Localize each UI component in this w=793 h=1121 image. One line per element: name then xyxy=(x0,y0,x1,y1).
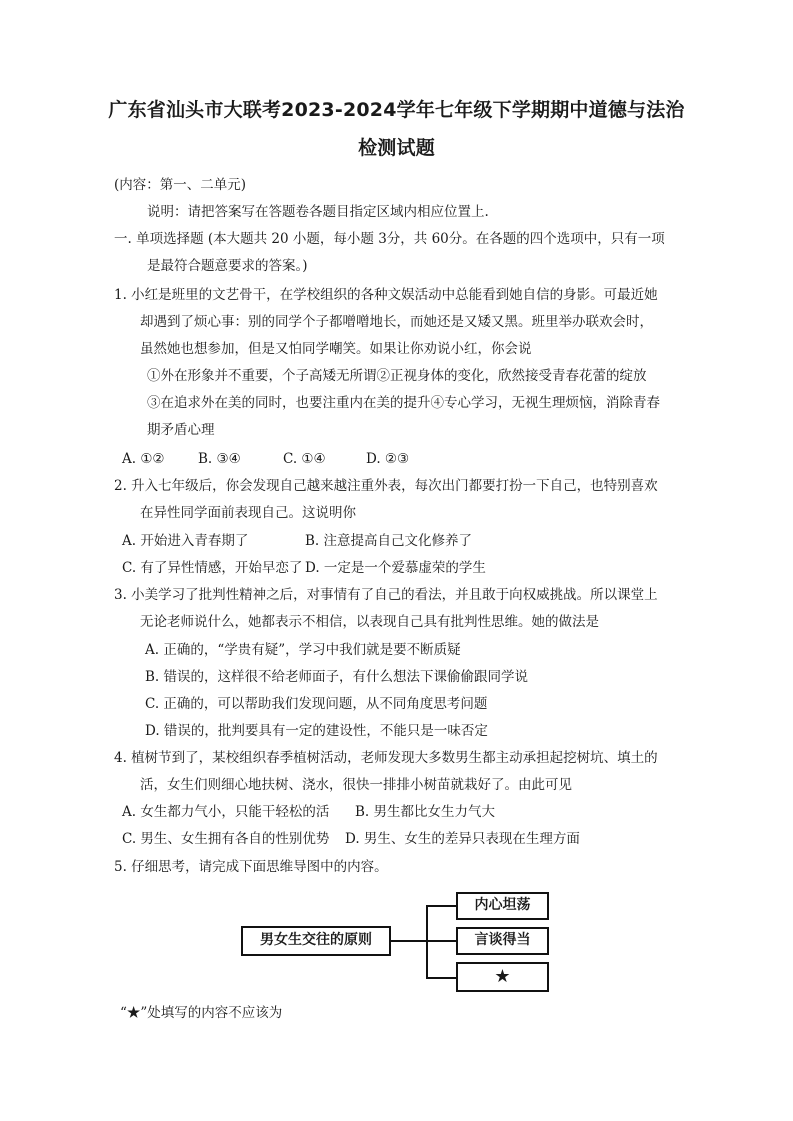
section-heading: 一. 单项选择题 (本大题共 20 小题，每小题 3分，共 60分。在各题的四个选项中，只有一项 xyxy=(114,231,665,247)
page-title-line1: 广东省汕头市大联考2023-2024学年七年级下学期期中道德与法治 xyxy=(108,99,685,121)
q4-option-b: B. 男生都比女生力气大 xyxy=(355,804,496,820)
q4-stem: 活，女生们则细心地扶树、浇水，很快一排排小树苗就栽好了。由此可见 xyxy=(140,777,572,793)
q2-option-a: A. 开始进入青春期了 xyxy=(122,533,249,549)
q2-option-c: C. 有了异性情感，开始早恋了 xyxy=(122,560,303,576)
q1-stem: 1. 小红是班里的文艺骨干，在学校组织的各种文娱活动中总能看到她自信的身影。可最近她 xyxy=(114,287,658,303)
q2-option-b: B. 注意提高自己文化修养了 xyxy=(305,533,473,549)
q1-stem: 却遇到了烦心事：别的同学个子都噌噌地长，而她还是又矮又黑。班里举办联欢会时， xyxy=(140,314,653,330)
q2-option-d: D. 一定是一个爱慕虚荣的学生 xyxy=(305,560,486,576)
q5-stem: 5. 仔细思考，请完成下面思维导图中的内容。 xyxy=(114,859,388,875)
content-scope: (内容：第一、二单元) xyxy=(114,177,247,193)
q1-option-b: B. ③④ xyxy=(198,451,241,467)
q1-item: ③在追求外在美的同时，也要注重内在美的提升④专心学习，无视生理烦恼，消除青春 xyxy=(147,395,660,411)
q4-option-a: A. 女生都力气小，只能干轻松的活 xyxy=(122,804,330,820)
q3-option-d: D. 错误的，批判要具有一定的建设性，不能只是一味否定 xyxy=(145,723,488,739)
q4-option-c: C. 男生、女生拥有各自的性别优势 xyxy=(122,831,330,847)
q1-option-c: C. ①④ xyxy=(283,451,326,467)
instruction: 说明：请把答案写在答题卷各题目指定区域内相应位置上. xyxy=(147,204,489,220)
q1-option-d: D. ②③ xyxy=(366,451,410,467)
q1-item: ①外在形象并不重要，个子高矮无所谓②正视身体的变化，欣然接受青春花蕾的绽放 xyxy=(147,368,647,384)
page-title-line2: 检测试题 xyxy=(358,137,435,159)
q1-stem: 虽然她也想参加，但是又怕同学嘲笑。如果让你劝说小红，你会说 xyxy=(140,341,532,357)
q2-stem: 2. 升入七年级后，你会发现自己越来越注重外表，每次出门都要打扮一下自己，也特别喜欢 xyxy=(114,478,658,494)
q3-option-c: C. 正确的，可以帮助我们发现问题，从不同角度思考问题 xyxy=(145,696,488,712)
q3-option-b: B. 错误的，这样很不给老师面子，有什么想法下课偷偷跟同学说 xyxy=(145,669,529,685)
mind-map-root: 男女生交往的原则 xyxy=(241,926,391,956)
connector-line xyxy=(426,940,456,942)
connector-line xyxy=(426,905,456,907)
mind-map-branch-1: 内心坦荡 xyxy=(456,892,549,920)
q1-option-a: A. ①② xyxy=(122,451,165,467)
q4-option-d: D. 男生、女生的差异只表现在生理方面 xyxy=(345,831,580,847)
q3-stem: 无论老师说什么，她都表示不相信，以表现自己具有批判性思维。她的做法是 xyxy=(140,614,599,630)
q5-question: “★”处填写的内容不应该为 xyxy=(120,1005,283,1021)
q3-stem: 3. 小美学习了批判性精神之后，对事情有了自己的看法，并且敢于向权威挑战。所以课堂上 xyxy=(114,587,658,603)
q1-item: 期矛盾心理 xyxy=(147,422,215,438)
connector-line xyxy=(426,977,456,979)
q2-stem: 在异性同学面前表现自己。这说明你 xyxy=(140,505,356,521)
mind-map-branch-3-star: ★ xyxy=(456,962,549,992)
mind-map-branch-2: 言谈得当 xyxy=(456,927,549,955)
q3-option-a: A. 正确的，“学贵有疑”，学习中我们就是要不断质疑 xyxy=(145,642,461,658)
section-heading-cont: 是最符合题意要求的答案。) xyxy=(147,258,308,274)
q4-stem: 4. 植树节到了，某校组织春季植树活动，老师发现大多数男生都主动承担起挖树坑、填土的 xyxy=(114,750,658,766)
connector-line xyxy=(391,940,426,942)
mind-map-diagram xyxy=(232,884,562,996)
